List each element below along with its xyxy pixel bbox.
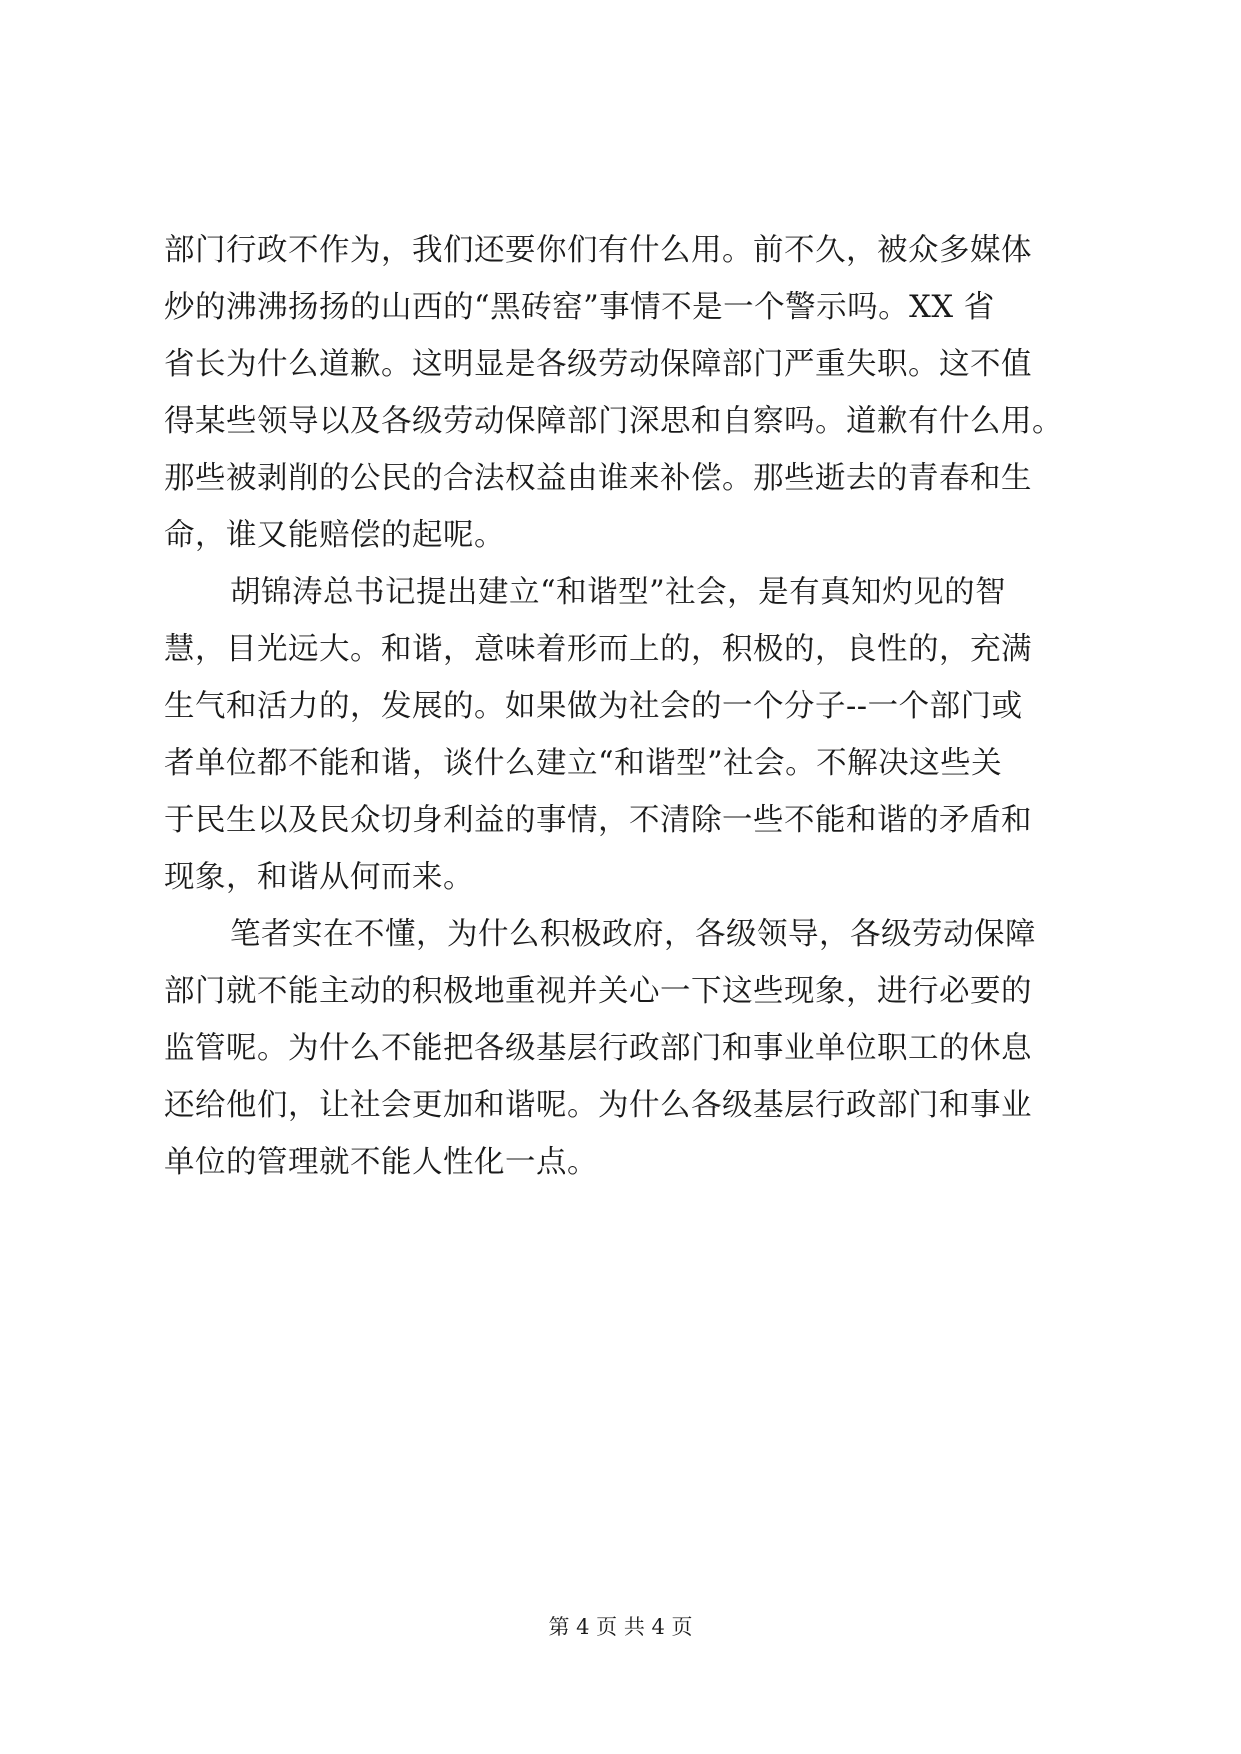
paragraph-1 [164,222,1076,564]
text-line: 省长为什么道歉。这明显是各级劳动保障部门严重失职。这不值 [164,347,1032,382]
text-line: 笔者实在不懂，为什么积极政府，各级领导，各级劳动保障 [230,917,1036,952]
text-line: 部门行政不作为，我们还要你们有什么用。前不久，被众多媒体 [164,233,1032,268]
text-line: 那些被剥削的公民的合法权益由谁来补偿。那些逝去的青春和生 [164,461,1032,496]
text-line: 部门就不能主动的积极地重视并关心一下这些现象，进行必要的 [164,974,1032,1009]
text-line: 于民生以及民众切身利益的事情，不清除一些不能和谐的矛盾和 [164,803,1032,838]
paragraph-3 [164,906,1076,1191]
text-line: 单位的管理就不能人性化一点。 [164,1145,598,1180]
paragraph-2 [164,564,1076,906]
text-line: 胡锦涛总书记提出建立“和谐型”社会，是有真知灼见的智 [230,575,1007,610]
text-line: 者单位都不能和谐，谈什么建立“和谐型”社会。不解决这些关 [164,746,1003,781]
text-line: 监管呢。为什么不能把各级基层行政部门和事业单位职工的休息 [164,1031,1032,1066]
text-line: 现象，和谐从何而来。 [164,860,474,895]
document-body [164,222,1076,1191]
text-line: 还给他们，让社会更加和谐呢。为什么各级基层行政部门和事业 [164,1088,1032,1123]
text-line: 命，谁又能赔偿的起呢。 [164,518,505,553]
text-line: 生气和活力的，发展的。如果做为社会的一个分子--一个部门或 [164,689,1023,724]
page-footer [0,1612,1241,1642]
text-line: 慧，目光远大。和谐，意味着形而上的，积极的，良性的，充满 [164,632,1032,667]
text-line: 得某些领导以及各级劳动保障部门深思和自察吗。道歉有什么用。 [164,404,1063,439]
text-line: 炒的沸沸扬扬的山西的“黑砖窑”事情不是一个警示吗。XX 省 [164,290,995,325]
page-number-label: 第 4 页 共 4 页 [548,1615,693,1639]
